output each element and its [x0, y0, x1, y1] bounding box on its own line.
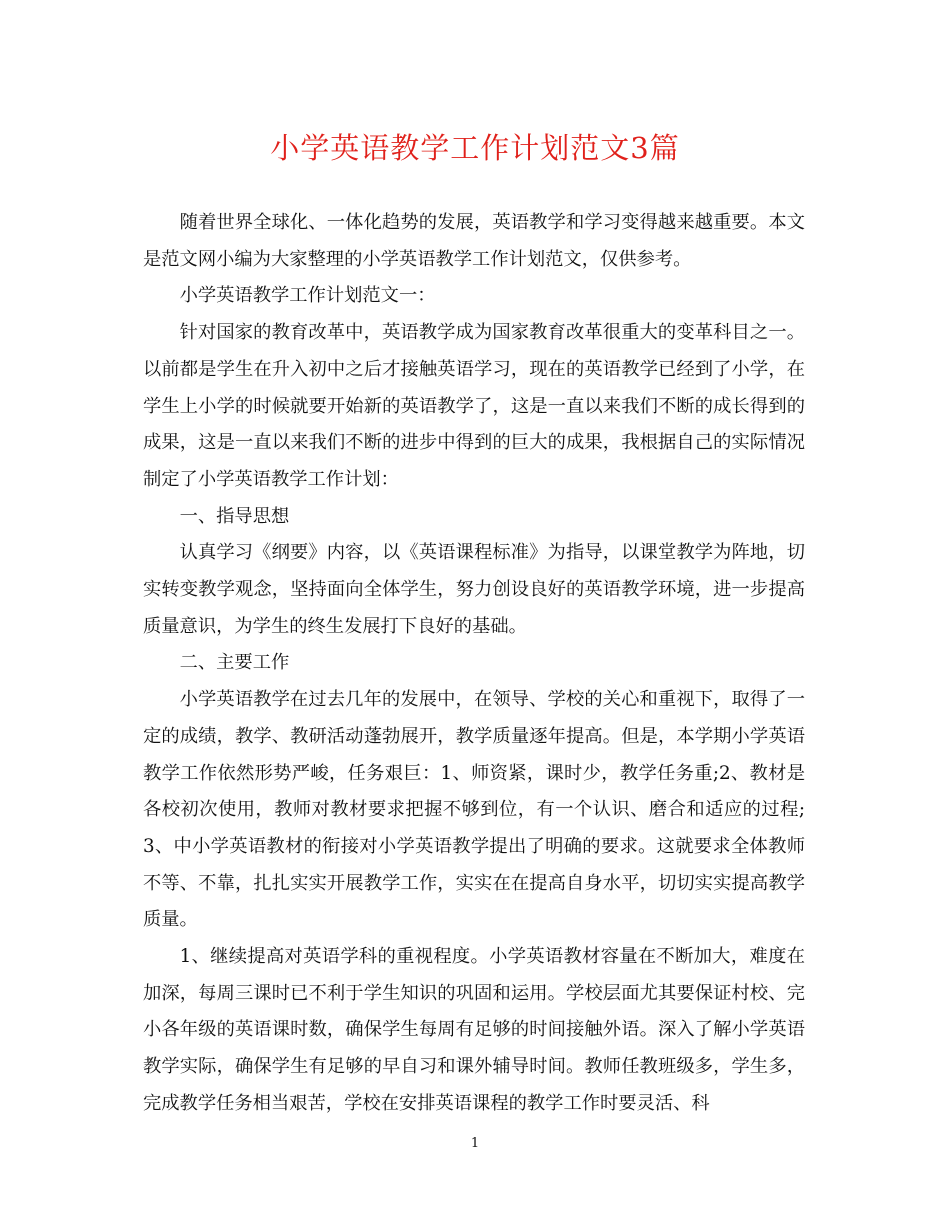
- document-body: [143, 205, 805, 1123]
- section-heading-main-work: 二、主要工作: [179, 652, 290, 674]
- paragraph-intro: 随着世界全球化、一体化趋势的发展，英语教学和学习变得越来越重要。本文是范文网小编为大家整理的小学英语教学工作计划范文，仅供参考。: [143, 212, 805, 270]
- paragraph-background: 针对国家的教育改革中，英语教学成为国家教育改革很重大的变革科目之一。以前都是学生在升入初中之后才接触英语学习，现在的英语教学已经到了小学，在学生上小学的时候就要开始新的英语教学了，这是一直以来我们不断的成长得到的成果，这是一直以来我们不断的进步中得到的巨大的成果，我根据自己的实际情况制定了小学英语教学工作计划：: [143, 322, 805, 490]
- document-title: 小学英语教学工作计划范文3篇: [270, 131, 680, 165]
- page-number: 1: [470, 1136, 480, 1151]
- section-heading-sample-one: 小学英语教学工作计划范文一：: [179, 285, 436, 307]
- paragraph-point-one: 1、继续提高对英语学科的重视程度。小学英语教材容量在不断加大，难度在加深，每周三课时已不利于学生知识的巩固和运用。学校层面尤其要保证村校、完小各年级的英语课时数，确保学生每周有足够的时间接触外语。深入了解小学英语教学实际，确保学生有足够的早自习和课外辅导时间。教师任教班级多，学生多，完成教学任务相当艰苦，学校在安排英语课程的教学工作时要灵活、科: [143, 946, 805, 1114]
- section-heading-guiding-ideology: 一、指导思想: [179, 505, 290, 527]
- paragraph-guiding-ideology: 认真学习《纲要》内容，以《英语课程标准》为指导，以课堂教学为阵地，切实转变教学观念，坚持面向全体学生，努力创设良好的英语教学环境，进一步提高质量意识，为学生的终生发展打下良好的基础。: [143, 542, 805, 637]
- paragraph-main-work: 小学英语教学在过去几年的发展中，在领导、学校的关心和重视下，取得了一定的成绩，教学、教研活动蓬勃展开，教学质量逐年提高。但是，本学期小学英语教学工作依然形势严峻，任务艰巨：1、师资紧，课时少，教学任务重;2、教材是各校初次使用，教师对教材要求把握不够到位，有一个认识、磨合和适应的过程;3、中小学英语教材的衔接对小学英语教学提出了明确的要求。这就要求全体教师不等、不靠，扎扎实实开展教学工作，实实在在提高自身水平，切切实实提高教学质量。: [143, 689, 805, 931]
